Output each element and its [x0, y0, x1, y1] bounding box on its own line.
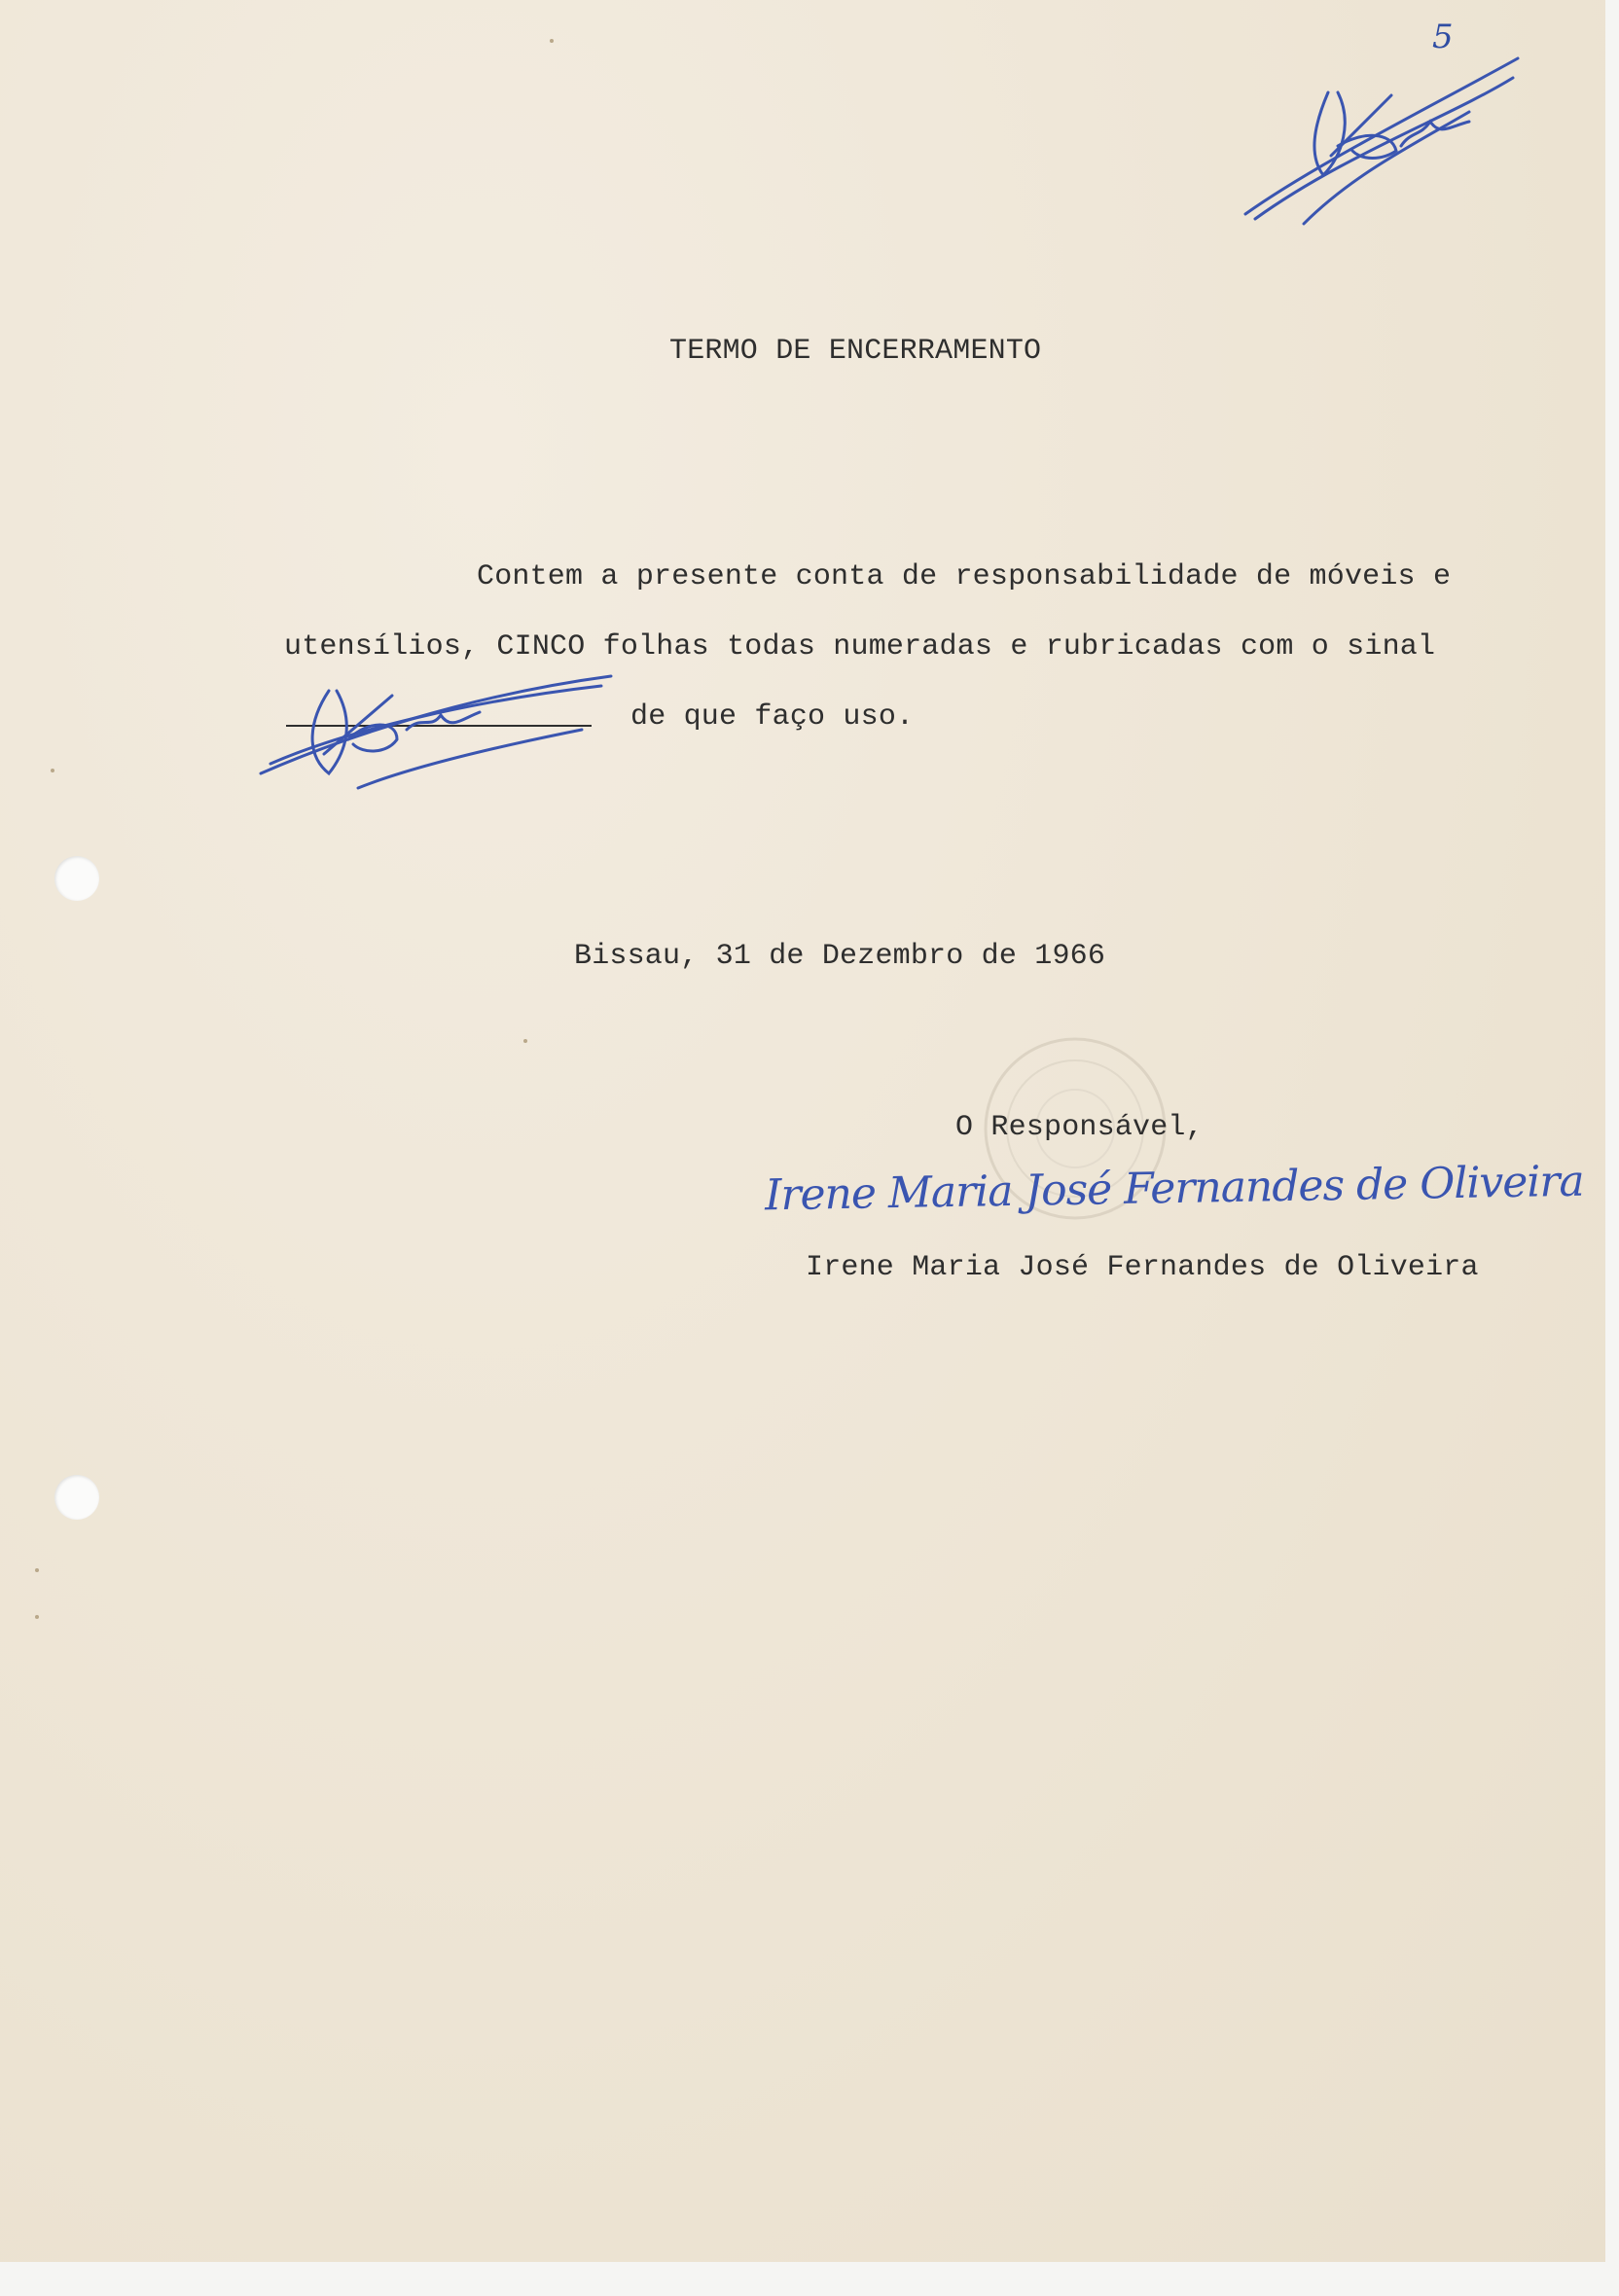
paper-fleck — [51, 769, 54, 772]
document-title: TERMO DE ENCERRAMENTO — [669, 335, 1042, 368]
rubric-signature-top — [1236, 39, 1528, 233]
body-line-2: utensílios, CINCO folhas todas numeradas e rubricadas com o sinal — [284, 630, 1436, 664]
signature-handwritten: Irene Maria José Fernandes de Oliveira — [764, 1156, 1585, 1221]
punch-hole-lower — [54, 1475, 99, 1520]
paper-fleck — [35, 1615, 39, 1619]
paper-fleck — [35, 1568, 39, 1572]
page-number-mark: 5 — [1432, 18, 1454, 56]
signatory-name: Irene Maria José Fernandes de Oliveira — [806, 1251, 1479, 1284]
body-line-1: Contem a presente conta de responsabilidade de móveis e — [477, 560, 1452, 593]
punch-hole-upper — [54, 856, 99, 901]
place-date: Bissau, 31 de Dezembro de 1966 — [574, 940, 1106, 973]
body-line-3: de que faço uso. — [630, 700, 915, 734]
paper-fleck — [550, 39, 554, 43]
responsible-label: O Responsável, — [955, 1111, 1204, 1144]
paper-fleck — [523, 1039, 527, 1043]
rubric-signature-inline — [251, 662, 621, 798]
